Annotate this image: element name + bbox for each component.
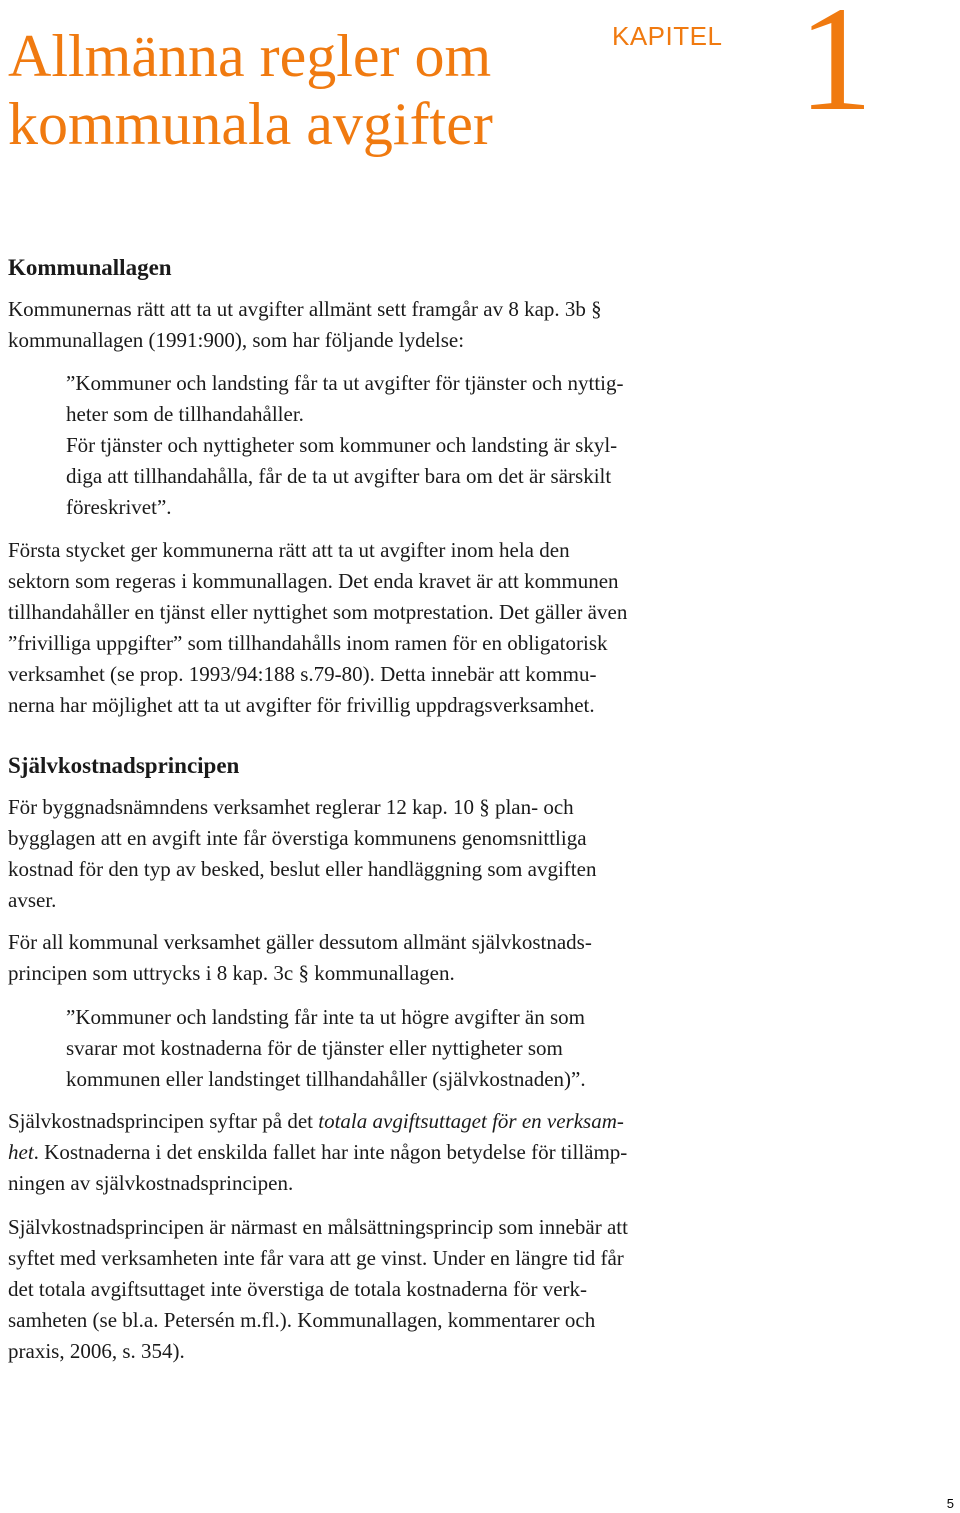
chapter-number: 1 xyxy=(798,0,873,142)
text-line: För byggnadsnämndens verksamhet reglerar 12 kap. 10 § plan- och xyxy=(8,795,574,819)
emphasis-text: het xyxy=(8,1140,34,1164)
emphasis-text: totala avgiftsuttaget för en verksam- xyxy=(318,1109,624,1133)
sjalvkostnad-paragraph-2 xyxy=(8,927,748,989)
text-line: Självkostnadsprincipen är närmast en målsättningsprincip som innebär att xyxy=(8,1215,628,1239)
text-line: bygglagen att en avgift inte får överstiga kommunens genomsnittliga xyxy=(8,826,587,850)
text-line: kommunen eller landstinget tillhandahåller (självkostnaden)”. xyxy=(66,1067,586,1091)
text-line: syftet med verksamheten inte får vara att ge vinst. Under en längre tid får xyxy=(8,1246,624,1270)
text-line: praxis, 2006, s. 354). xyxy=(8,1339,185,1363)
text-line: kostnad för den typ av besked, beslut eller handläggning som avgiften xyxy=(8,857,597,881)
text-line: kommunallagen (1991:900), som har följande lydelse: xyxy=(8,328,465,352)
kommunallagen-intro-paragraph xyxy=(8,294,748,356)
text-line: svarar mot kostnaderna för de tjänster eller nyttigheter som xyxy=(66,1036,563,1060)
text-line: För tjänster och nyttigheter som kommuner och landsting är skyl- xyxy=(66,433,618,457)
text-line: tillhandahåller en tjänst eller nyttighet som motprestation. Det gäller även xyxy=(8,600,628,624)
text-line: föreskrivet”. xyxy=(66,495,172,519)
text-line: För all kommunal verksamhet gäller dessutom allmänt självkostnads- xyxy=(8,930,592,954)
text-line: verksamhet (se prop. 1993/94:188 s.79-80). Detta innebär att kommu- xyxy=(8,662,597,686)
text-run: . Kostnaderna i det enskilda fallet har inte någon betydelse för tillämp- xyxy=(33,1140,628,1164)
chapter-title-line-1: Allmänna regler om xyxy=(8,23,492,89)
text-line: samheten (se bl.a. Petersén m.fl.). Kommunallagen, kommentarer och xyxy=(8,1308,596,1332)
text-line: Kommunernas rätt att ta ut avgifter allmänt sett framgår av 8 kap. 3b § xyxy=(8,297,602,321)
text-line: ”Kommuner och landsting får inte ta ut högre avgifter än som xyxy=(66,1005,586,1029)
section-heading-kommunallagen: Kommunallagen xyxy=(8,255,172,280)
page-number: 5 xyxy=(946,1496,954,1511)
kommunallagen-body-paragraph xyxy=(8,535,748,721)
text-line: ningen av självkostnadsprincipen. xyxy=(8,1171,294,1195)
text-line: Första stycket ger kommunerna rätt att ta ut avgifter inom hela den xyxy=(8,538,570,562)
text-line: avser. xyxy=(8,888,57,912)
section-heading-sjalvkostnadsprincipen: Självkostnadsprincipen xyxy=(8,753,240,778)
sjalvkostnad-quote xyxy=(66,1002,746,1095)
text-line xyxy=(8,1137,748,1168)
text-line: diga att tillhandahålla, får de ta ut avgifter bara om det är särskilt xyxy=(66,464,612,488)
kommunallagen-quote-2 xyxy=(66,430,746,523)
sjalvkostnad-paragraph-4 xyxy=(8,1212,748,1367)
text-line: principen som uttrycks i 8 kap. 3c § kommunallagen. xyxy=(8,961,455,985)
chapter-title xyxy=(8,22,493,158)
text-run: Självkostnadsprincipen syftar på det xyxy=(8,1109,319,1133)
chapter-label: KAPITEL xyxy=(612,21,723,51)
text-line: nerna har möjlighet att ta ut avgifter för frivillig uppdragsverksamhet. xyxy=(8,693,595,717)
text-line: ”Kommuner och landsting får ta ut avgifter för tjänster och nyttig- xyxy=(66,371,624,395)
text-line: det totala avgiftsuttaget inte överstiga de totala kostnaderna för verk- xyxy=(8,1277,588,1301)
kommunallagen-quote-1 xyxy=(66,368,746,430)
text-line: sektorn som regeras i kommunallagen. Det enda kravet är att kommunen xyxy=(8,569,619,593)
text-line xyxy=(8,1106,748,1137)
sjalvkostnad-paragraph-1 xyxy=(8,792,748,916)
chapter-title-line-2: kommunala avgifter xyxy=(8,91,493,157)
sjalvkostnad-paragraph-3 xyxy=(8,1106,748,1199)
text-line: ”frivilliga uppgifter” som tillhandahålls inom ramen för en obligatorisk xyxy=(8,631,608,655)
text-line: heter som de tillhandahåller. xyxy=(66,402,304,426)
